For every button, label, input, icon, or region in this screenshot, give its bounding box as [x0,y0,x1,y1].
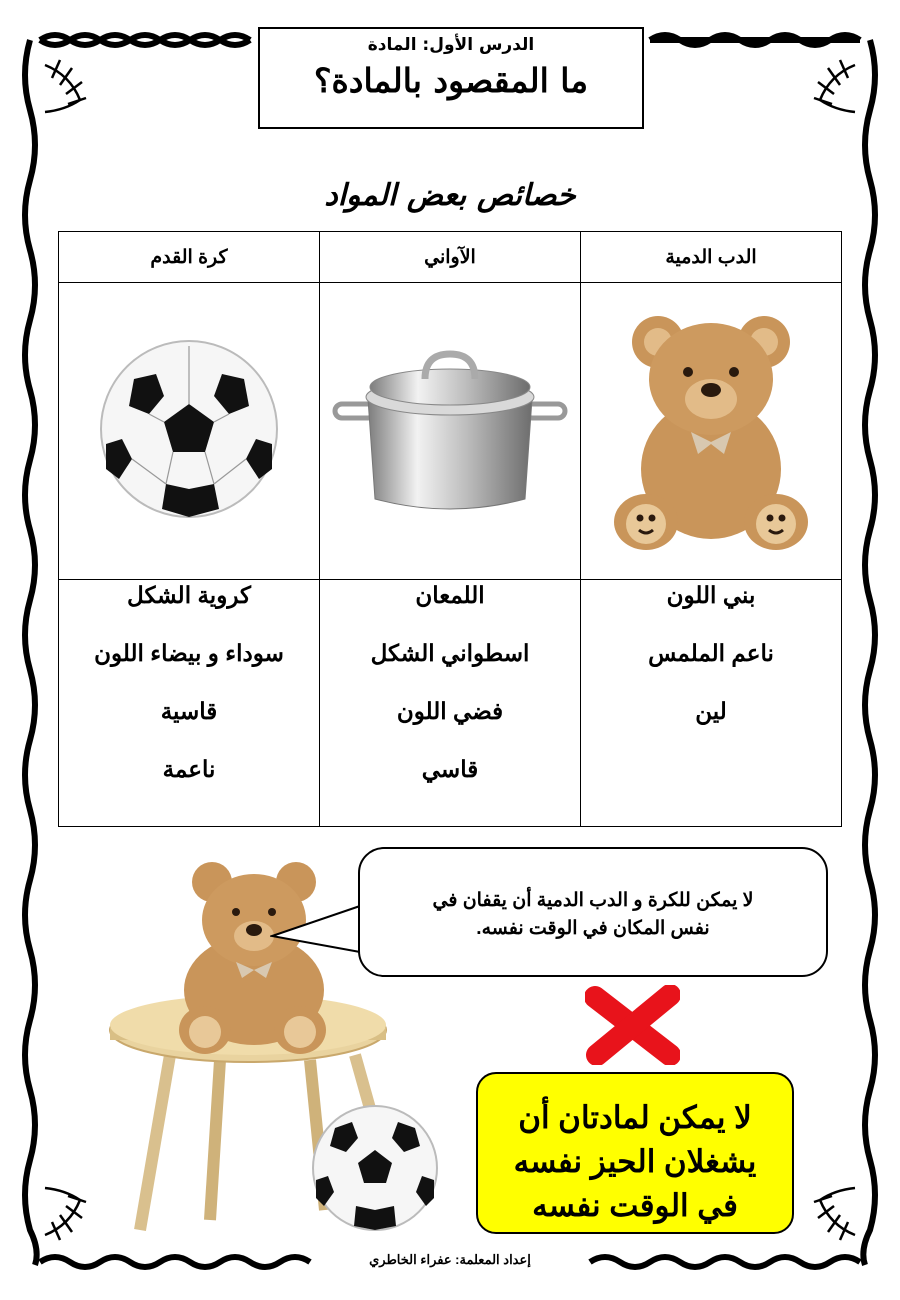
soccer-ball-image [94,334,284,524]
speech-bubble-tail [270,900,370,960]
teddy-bear-image [606,304,816,554]
property-item: لين [695,698,727,724]
ball-properties [59,580,320,827]
section-heading: خصائص بعض المواد [324,178,576,213]
speech-line-2: نفس المكان في الوقت نفسه. [476,918,710,939]
pot-properties [320,580,581,827]
column-header-teddy-bear: الدب الدمية [581,232,842,283]
teddy-bear-image-cell [581,283,842,580]
page-title: ما المقصود بالمادة؟ [314,61,588,100]
property-item: بني اللون [666,582,756,608]
pot-image-cell [320,283,581,580]
conclusion-box [476,1072,794,1234]
conclusion-line-2: يشغلان الحيز نفسه [513,1144,757,1179]
teacher-credit: إعداد المعلمة: عفراء الخاطري [369,1252,531,1267]
properties-table [58,231,842,827]
lesson-label: الدرس الأول: المادة [367,35,535,55]
property-item: فضي اللون [396,698,504,724]
property-item: قاسي [421,756,479,782]
property-item: اسطواني الشكل [370,640,530,666]
property-item: سوداء و بيضاء اللون [94,640,284,666]
title-box [258,27,644,129]
speech-line-1: لا يمكن للكرة و الدب الدمية أن يقفان في [432,890,754,911]
conclusion-line-3: في الوقت نفسه [532,1188,738,1223]
property-item: ناعم الملمس [648,640,774,666]
teddy-bear-properties [581,580,842,827]
column-header-ball: كرة القدم [59,232,320,283]
conclusion-line-1: لا يمكن لمادتان أن [518,1100,752,1135]
cooking-pot-image [330,339,570,519]
ball-image-cell [59,283,320,580]
property-item: قاسية [160,698,218,724]
red-x-icon [585,985,680,1065]
property-item: ناعمة [162,756,216,782]
property-item: اللمعان [415,582,485,608]
speech-bubble [358,847,828,977]
column-header-pot: الآواني [320,232,581,283]
property-item: كروية الشكل [127,582,251,608]
